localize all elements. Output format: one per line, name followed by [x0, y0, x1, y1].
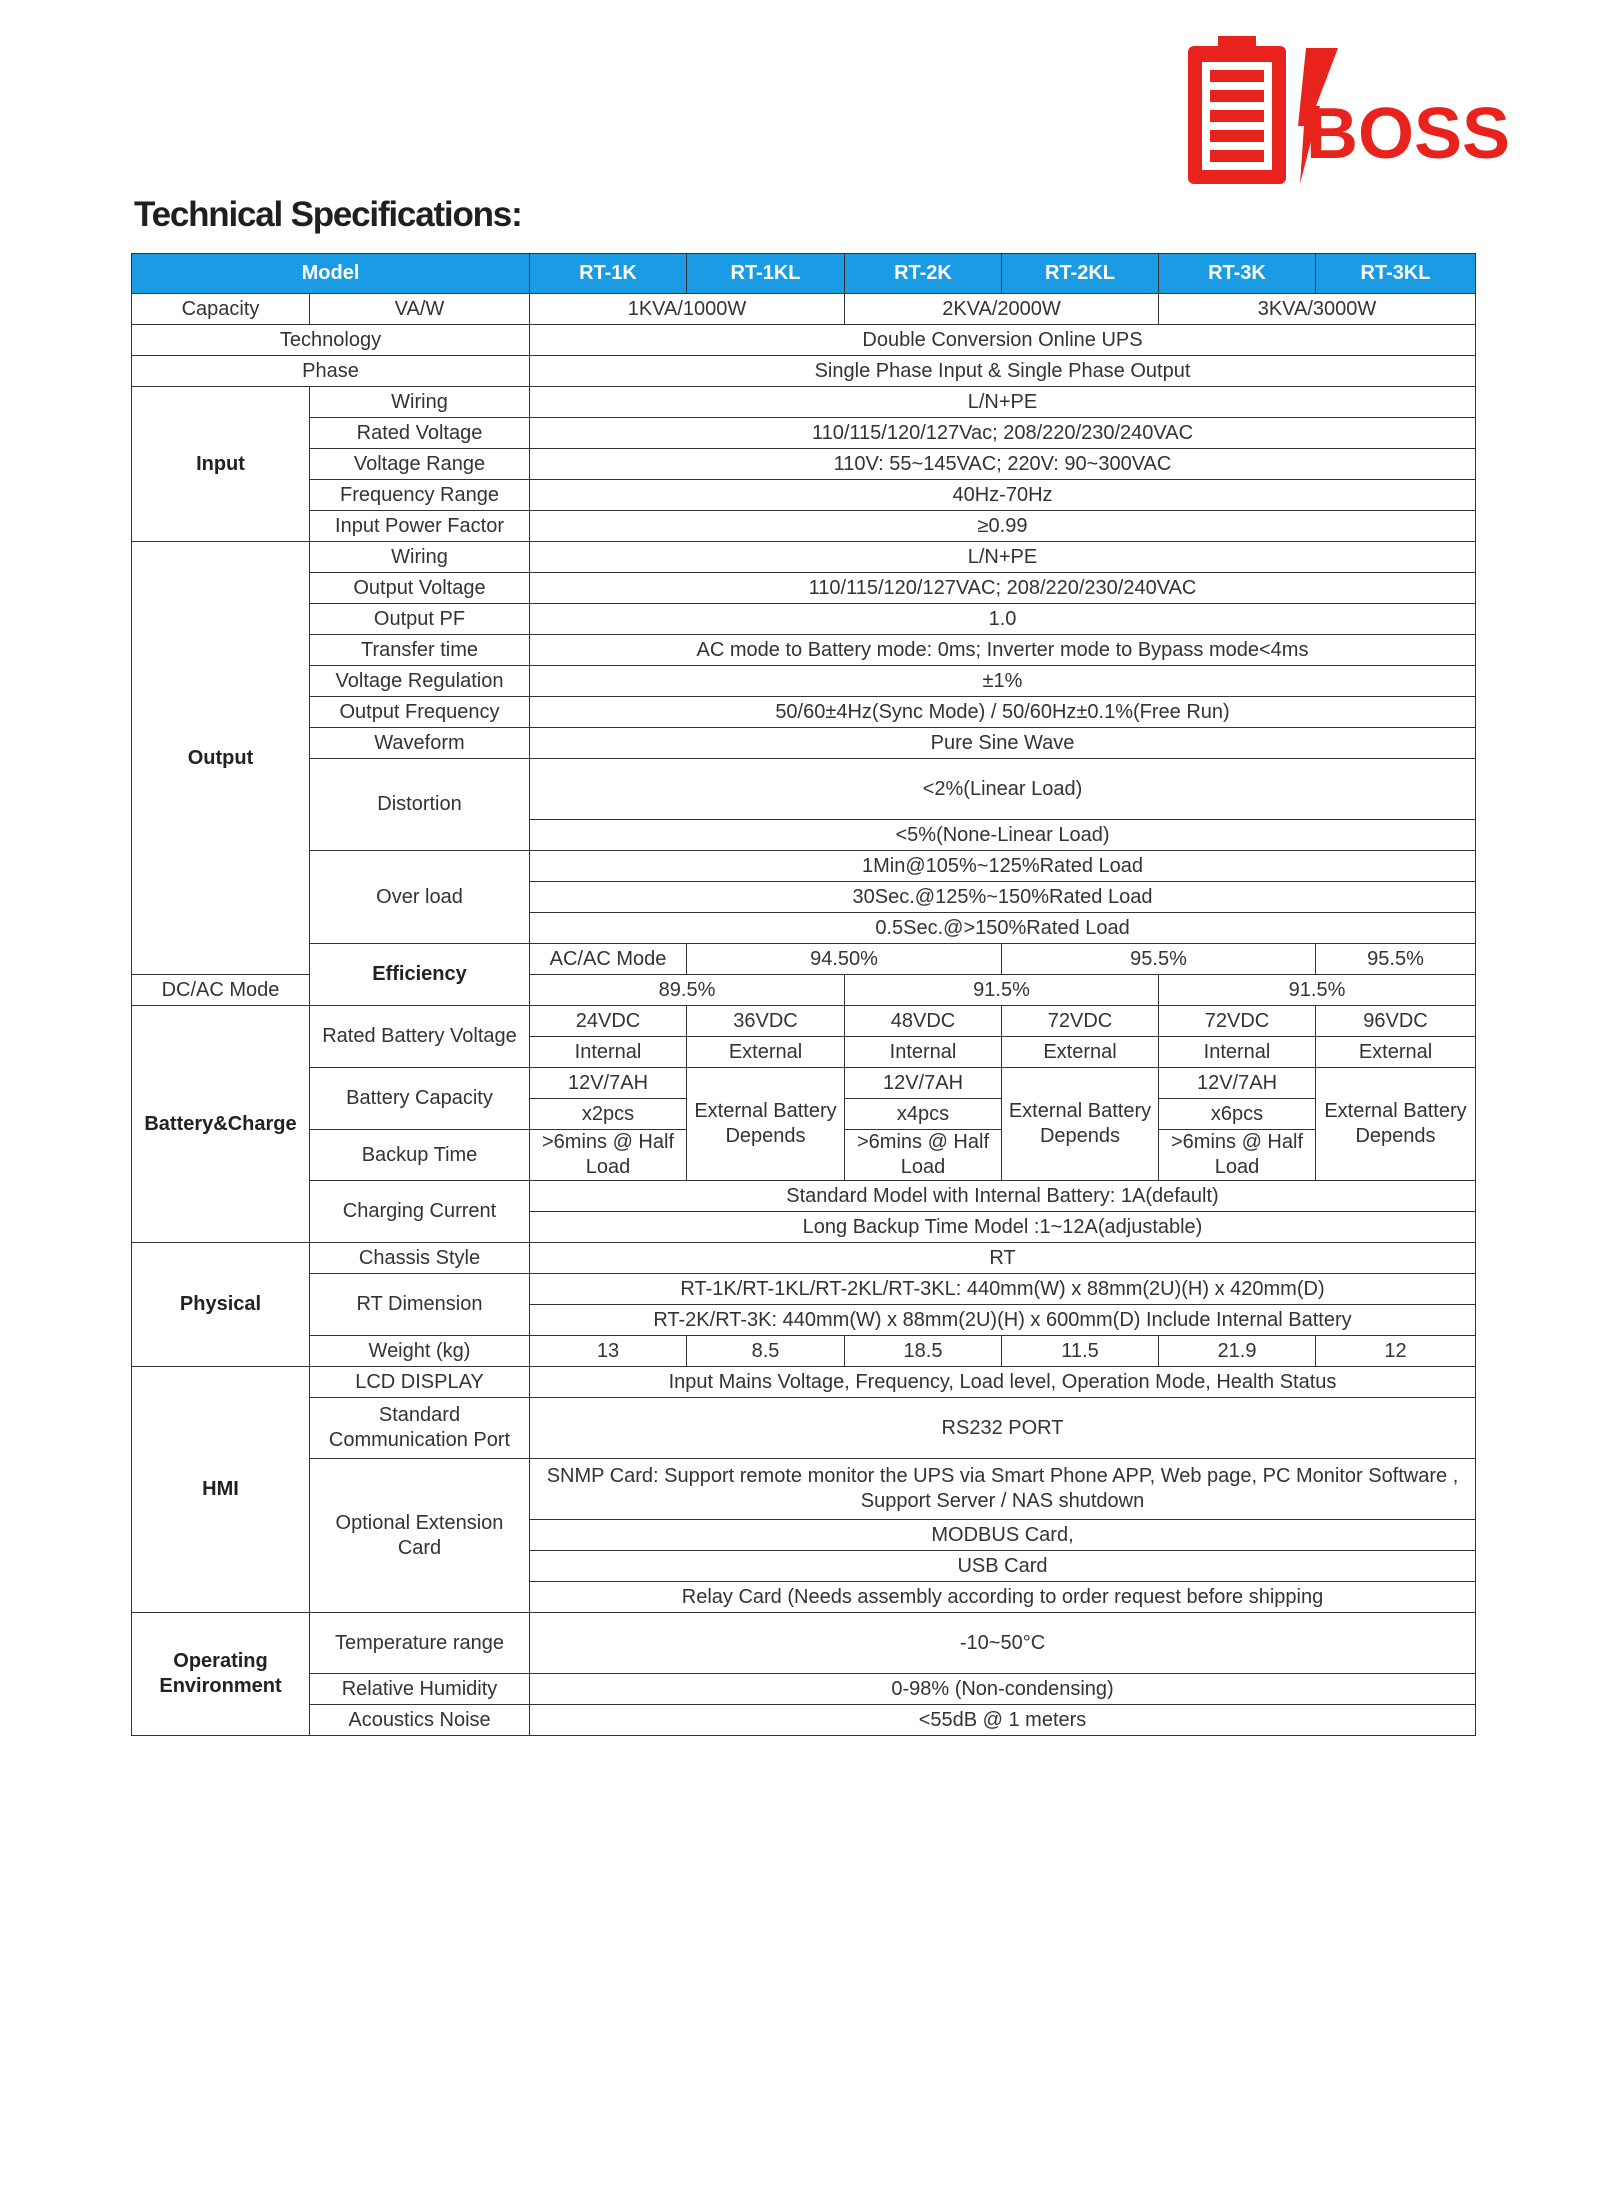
phase-label: Phase	[132, 356, 530, 387]
table-row	[132, 511, 1476, 542]
waveform-value: Pure Sine Wave	[530, 728, 1476, 759]
table-row	[132, 356, 1476, 387]
battery-voltage-rt-1k: 24VDC	[530, 1006, 687, 1037]
battery-type-rt-1k: 12V/7AH	[530, 1068, 687, 1099]
table-row	[132, 1336, 1476, 1367]
output-wiring-value: L/N+PE	[530, 542, 1476, 573]
dcac-1k: 89.5%	[530, 975, 845, 1006]
acac-1k: 94.50%	[687, 944, 1002, 975]
battery-voltage-rt-2kl: 72VDC	[1002, 1006, 1159, 1037]
battery-voltage-rt-2k: 48VDC	[845, 1006, 1002, 1037]
waveform-label: Waveform	[310, 728, 530, 759]
frequency-range-label: Frequency Range	[310, 480, 530, 511]
snmp-card-value: SNMP Card: Support remote monitor the UPS via Smart Phone APP, Web page, PC Monitor Software , Support Server / NAS shutdown	[530, 1459, 1476, 1520]
extension-card-label: Optional Extension Card	[310, 1459, 530, 1613]
acac-mode-label: AC/AC Mode	[530, 944, 687, 975]
rated-voltage-label: Rated Voltage	[310, 418, 530, 449]
acac-3k: 95.5%	[1316, 944, 1476, 975]
output-group-label: Output	[132, 542, 310, 975]
lcd-display-value: Input Mains Voltage, Frequency, Load level, Operation Mode, Health Status	[530, 1367, 1476, 1398]
overload-label: Over load	[310, 851, 530, 944]
phase-value: Single Phase Input & Single Phase Output	[530, 356, 1476, 387]
input-wiring-value: L/N+PE	[530, 387, 1476, 418]
header-model-rt-2kl: RT-2KL	[1002, 254, 1159, 294]
capacity-1k: 1KVA/1000W	[530, 294, 845, 325]
header-model-rt-3kl: RT-3KL	[1316, 254, 1476, 294]
header-model-rt-2k: RT-2K	[845, 254, 1002, 294]
table-row	[132, 851, 1476, 882]
acoustics-noise-label: Acoustics Noise	[310, 1705, 530, 1736]
table-header-row	[132, 254, 1476, 294]
weight-rt-1kl: 8.5	[687, 1336, 845, 1367]
table-row	[132, 635, 1476, 666]
table-row	[132, 325, 1476, 356]
modbus-card-value: MODBUS Card,	[530, 1520, 1476, 1551]
technology-value: Double Conversion Online UPS	[530, 325, 1476, 356]
table-row	[132, 728, 1476, 759]
temperature-range-label: Temperature range	[310, 1613, 530, 1674]
charging-current-long-backup: Long Backup Time Model :1~12A(adjustable)	[530, 1212, 1476, 1243]
acac-2k: 95.5%	[1002, 944, 1316, 975]
rt-dimension-value-2: RT-2K/RT-3K: 440mm(W) x 88mm(2U)(H) x 600mm(D) Include Internal Battery	[530, 1305, 1476, 1336]
table-row	[132, 944, 1476, 975]
relay-card-value: Relay Card (Needs assembly according to order request before shipping	[530, 1582, 1476, 1613]
table-row	[132, 294, 1476, 325]
efficiency-group-label: Efficiency	[310, 944, 530, 1006]
backup-time-rt-1k: >6mins @ Half Load	[530, 1130, 687, 1181]
capacity-label: Capacity	[132, 294, 310, 325]
battery-qty-rt-2k: x4pcs	[845, 1099, 1002, 1130]
dcac-mode-label: DC/AC Mode	[132, 975, 310, 1006]
communication-port-label: Standard Communication Port	[310, 1398, 530, 1459]
overload-value-1: 1Min@105%~125%Rated Load	[530, 851, 1476, 882]
output-voltage-value: 110/115/120/127VAC; 208/220/230/240VAC	[530, 573, 1476, 604]
battery-group-label: Battery&Charge	[132, 1006, 310, 1243]
battery-capacity-label: Battery Capacity	[310, 1068, 530, 1130]
relative-humidity-label: Relative Humidity	[310, 1674, 530, 1705]
rated-battery-voltage-label: Rated Battery Voltage	[310, 1006, 530, 1068]
battery-voltage-rt-3k: 72VDC	[1159, 1006, 1316, 1037]
table-row	[132, 1705, 1476, 1736]
battery-location-rt-3kl: External	[1316, 1037, 1476, 1068]
battery-qty-rt-3k: x6pcs	[1159, 1099, 1316, 1130]
table-row	[132, 1068, 1476, 1099]
battery-qty-rt-1k: x2pcs	[530, 1099, 687, 1130]
communication-port-value: RS232 PORT	[530, 1398, 1476, 1459]
svg-text:BOSS: BOSS	[1306, 94, 1511, 174]
header-model-rt-1kl: RT-1KL	[687, 254, 845, 294]
battery-voltage-rt-1kl: 36VDC	[687, 1006, 845, 1037]
output-pf-value: 1.0	[530, 604, 1476, 635]
table-row	[132, 1398, 1476, 1459]
table-row	[132, 418, 1476, 449]
table-row	[132, 1274, 1476, 1305]
input-power-factor-value: ≥0.99	[530, 511, 1476, 542]
environment-group-label: Operating Environment	[132, 1613, 310, 1736]
lcd-display-label: LCD DISPLAY	[310, 1367, 530, 1398]
table-row	[132, 1006, 1476, 1037]
rt-dimension-label: RT Dimension	[310, 1274, 530, 1336]
external-battery-rt-2kl: External Battery Depends	[1002, 1068, 1159, 1181]
relative-humidity-value: 0-98% (Non-condensing)	[530, 1674, 1476, 1705]
table-row	[132, 573, 1476, 604]
weight-rt-2kl: 11.5	[1002, 1336, 1159, 1367]
dcac-2k: 91.5%	[845, 975, 1159, 1006]
output-frequency-value: 50/60±4Hz(Sync Mode) / 50/60Hz±0.1%(Free Run)	[530, 697, 1476, 728]
weight-rt-3k: 21.9	[1159, 1336, 1316, 1367]
table-row	[132, 449, 1476, 480]
overload-value-2: 30Sec.@125%~150%Rated Load	[530, 882, 1476, 913]
backup-time-rt-2k: >6mins @ Half Load	[845, 1130, 1002, 1181]
dcac-3k: 91.5%	[1159, 975, 1476, 1006]
battery-location-rt-2kl: External	[1002, 1037, 1159, 1068]
backup-time-label: Backup Time	[310, 1130, 530, 1181]
distortion-label: Distortion	[310, 759, 530, 851]
battery-type-rt-3k: 12V/7AH	[1159, 1068, 1316, 1099]
voltage-regulation-value: ±1%	[530, 666, 1476, 697]
external-battery-rt-1kl: External Battery Depends	[687, 1068, 845, 1181]
frequency-range-value: 40Hz-70Hz	[530, 480, 1476, 511]
boss-logo	[1188, 36, 1550, 186]
capacity-3k: 3KVA/3000W	[1159, 294, 1476, 325]
spec-table	[131, 253, 1476, 1736]
transfer-time-label: Transfer time	[310, 635, 530, 666]
output-voltage-label: Output Voltage	[310, 573, 530, 604]
battery-voltage-rt-3kl: 96VDC	[1316, 1006, 1476, 1037]
battery-icon	[1188, 36, 1286, 184]
temperature-range-value: -10~50°C	[530, 1613, 1476, 1674]
acoustics-noise-value: <55dB @ 1 meters	[530, 1705, 1476, 1736]
voltage-range-label: Voltage Range	[310, 449, 530, 480]
technology-label: Technology	[132, 325, 530, 356]
table-row	[132, 666, 1476, 697]
chassis-style-value: RT	[530, 1243, 1476, 1274]
table-row	[132, 1181, 1476, 1212]
table-row	[132, 604, 1476, 635]
overload-value-3: 0.5Sec.@>150%Rated Load	[530, 913, 1476, 944]
chassis-style-label: Chassis Style	[310, 1243, 530, 1274]
table-row	[132, 1613, 1476, 1674]
input-power-factor-label: Input Power Factor	[310, 511, 530, 542]
battery-location-rt-3k: Internal	[1159, 1037, 1316, 1068]
output-frequency-label: Output Frequency	[310, 697, 530, 728]
table-row	[132, 1674, 1476, 1705]
weight-rt-1k: 13	[530, 1336, 687, 1367]
table-row	[132, 759, 1476, 820]
distortion-linear-value: <2%(Linear Load)	[530, 759, 1476, 820]
transfer-time-value: AC mode to Battery mode: 0ms; Inverter mode to Bypass mode<4ms	[530, 635, 1476, 666]
input-wiring-label: Wiring	[310, 387, 530, 418]
external-battery-rt-3kl: External Battery Depends	[1316, 1068, 1476, 1181]
physical-group-label: Physical	[132, 1243, 310, 1367]
weight-label: Weight (kg)	[310, 1336, 530, 1367]
table-row	[132, 1243, 1476, 1274]
battery-location-rt-1k: Internal	[530, 1037, 687, 1068]
weight-rt-3kl: 12	[1316, 1336, 1476, 1367]
weight-rt-2k: 18.5	[845, 1336, 1002, 1367]
table-row	[132, 542, 1476, 573]
page-title: Technical Specifications:	[134, 195, 522, 234]
table-row	[132, 387, 1476, 418]
rt-dimension-value-1: RT-1K/RT-1KL/RT-2KL/RT-3KL: 440mm(W) x 88mm(2U)(H) x 420mm(D)	[530, 1274, 1476, 1305]
rated-voltage-value: 110/115/120/127Vac; 208/220/230/240VAC	[530, 418, 1476, 449]
backup-time-rt-3k: >6mins @ Half Load	[1159, 1130, 1316, 1181]
hmi-group-label: HMI	[132, 1367, 310, 1613]
capacity-unit: VA/W	[310, 294, 530, 325]
charging-current-label: Charging Current	[310, 1181, 530, 1243]
header-model-rt-3k: RT-3K	[1159, 254, 1316, 294]
voltage-regulation-label: Voltage Regulation	[310, 666, 530, 697]
table-row	[132, 480, 1476, 511]
header-model: Model	[132, 254, 530, 294]
battery-type-rt-2k: 12V/7AH	[845, 1068, 1002, 1099]
table-row	[132, 697, 1476, 728]
header-model-rt-1k: RT-1K	[530, 254, 687, 294]
table-row	[132, 1459, 1476, 1520]
charging-current-standard: Standard Model with Internal Battery: 1A(default)	[530, 1181, 1476, 1212]
battery-location-rt-1kl: External	[687, 1037, 845, 1068]
distortion-nonlinear-value: <5%(None-Linear Load)	[530, 820, 1476, 851]
battery-location-rt-2k: Internal	[845, 1037, 1002, 1068]
output-pf-label: Output PF	[310, 604, 530, 635]
input-group-label: Input	[132, 387, 310, 542]
voltage-range-value: 110V: 55~145VAC; 220V: 90~300VAC	[530, 449, 1476, 480]
output-wiring-label: Wiring	[310, 542, 530, 573]
capacity-2k: 2KVA/2000W	[845, 294, 1159, 325]
table-row	[132, 1367, 1476, 1398]
usb-card-value: USB Card	[530, 1551, 1476, 1582]
